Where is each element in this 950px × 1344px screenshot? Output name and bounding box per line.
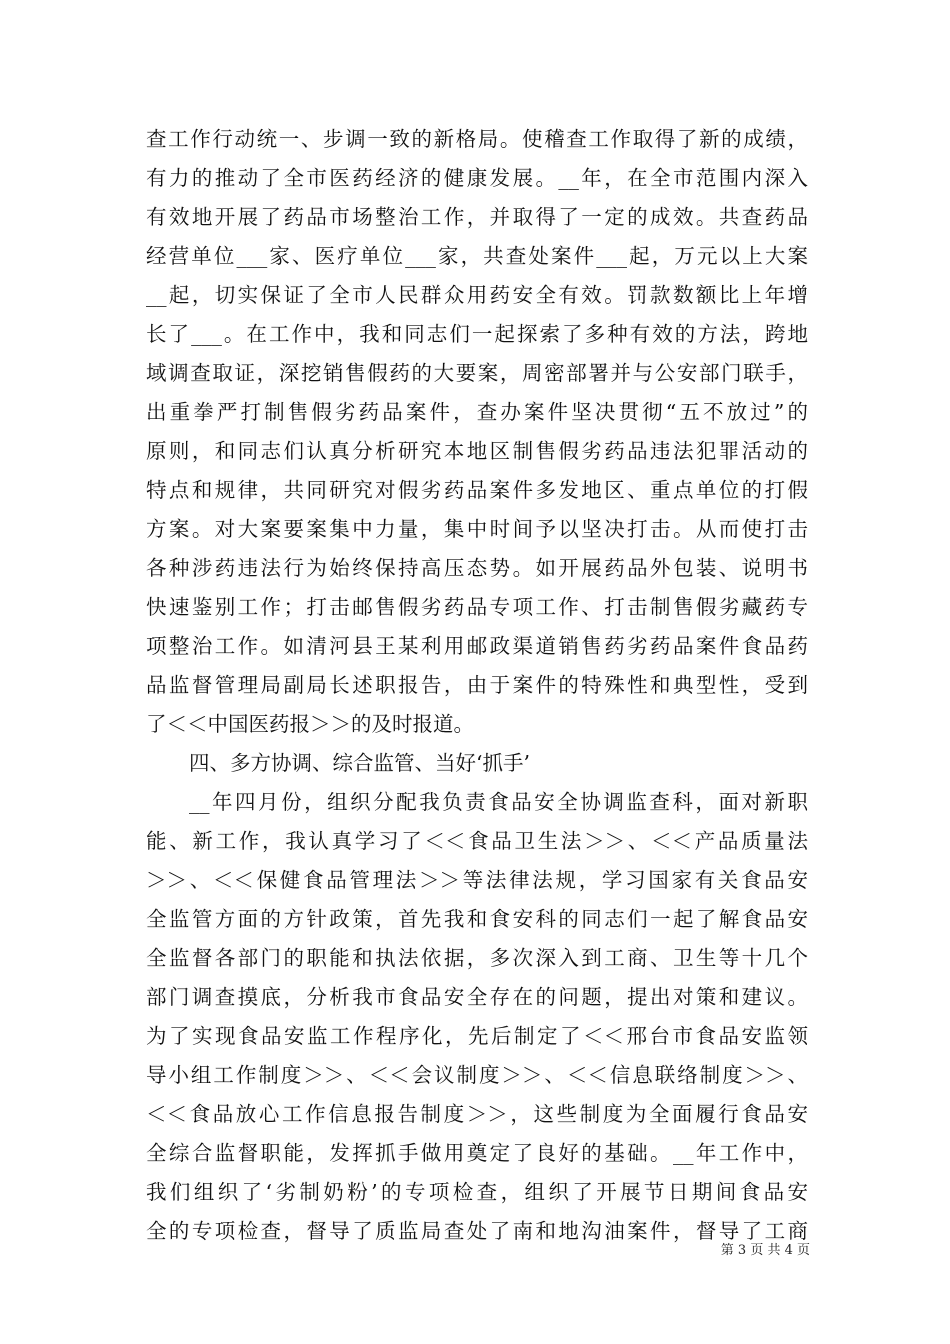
text-line: ＞＞、＜＜保健食品管理法＞＞等法律法规，学习国家有关食品安 (146, 868, 808, 892)
text-line: 各种涉药违法行为始终保持高压态势。如开展药品外包装、说明书 (146, 556, 808, 580)
text-line: ＜＜食品放心工作信息报告制度＞＞，这些制度为全面履行食品安 (146, 1102, 808, 1126)
text-line: __年四月份，组织分配我负责食品安全协调监查科，面对新职 (189, 790, 808, 814)
text-line: 长了___。在工作中，我和同志们一起探索了多种有效的方法，跨地 (146, 322, 808, 346)
page-number: 第 3 页 共 4 页 (720, 1243, 810, 1258)
text-line: 特点和规律，共同研究对假劣药品案件多发地区、重点单位的打假 (146, 478, 808, 502)
document-body (146, 120, 808, 1251)
text-line: 部门调查摸底，分析我市食品安全存在的问题，提出对策和建议。 (146, 985, 808, 1009)
text-line: 导小组工作制度＞＞、＜＜会议制度＞＞、＜＜信息联络制度＞＞、 (146, 1063, 808, 1087)
text-line: 了＜＜中国医药报＞＞的及时报道。 (146, 712, 474, 736)
text-line: 有效地开展了药品市场整治工作，并取得了一定的成效。共查药品 (146, 205, 808, 229)
text-line: 能、新工作，我认真学习了＜＜食品卫生法＞＞、＜＜产品质量法 (146, 829, 808, 853)
text-line: 经营单位___家、医疗单位___家，共查处案件___起，万元以上大案 (146, 244, 808, 268)
text-line: 方案。对大案要案集中力量，集中时间予以坚决打击。从而使打击 (146, 517, 808, 541)
text-line: 项整治工作。如清河县王某利用邮政渠道销售药劣药品案件食品药 (146, 634, 808, 658)
text-line: 查工作行动统一、步调一致的新格局。使稽查工作取得了新的成绩， (146, 127, 808, 151)
text-line: 全的专项检查，督导了质监局查处了南和地沟油案件，督导了工商 (146, 1219, 808, 1243)
text-line: 全监管方面的方针政策，首先我和食安科的同志们一起了解食品安 (146, 907, 808, 931)
text-line: 全综合监督职能，发挥抓手做用奠定了良好的基础。__年工作中， (146, 1141, 808, 1165)
text-line: 原则，和同志们认真分析研究本地区制售假劣药品违法犯罪活动的 (146, 439, 808, 463)
text-line: 快速鉴别工作；打击邮售假劣药品专项工作、打击制售假劣藏药专 (146, 595, 808, 619)
text-line: 品监督管理局副局长述职报告，由于案件的特殊性和典型性，受到 (146, 673, 808, 697)
text-line: 域调查取证，深挖销售假药的大要案，周密部署并与公安部门联手， (146, 361, 808, 385)
text-line: __起，切实保证了全市人民群众用药安全有效。罚款数额比上年增 (146, 283, 808, 307)
text-line: 我们组织了‘劣制奶粉’的专项检查，组织了开展节日期间食品安 (146, 1180, 808, 1204)
text-line: 为了实现食品安监工作程序化，先后制定了＜＜邢台市食品安监领 (146, 1024, 808, 1048)
text-line: 全监督各部门的职能和执法依据，多次深入到工商、卫生等十几个 (146, 946, 808, 970)
text-line: 有力的推动了全市医药经济的健康发展。__年，在全市范围内深入 (146, 166, 808, 190)
text-line: 出重拳严打制售假劣药品案件，查办案件坚决贯彻“五不放过”的 (146, 400, 808, 424)
section-heading: 四、多方协调、综合监管、当好‘抓手’ (189, 751, 531, 775)
